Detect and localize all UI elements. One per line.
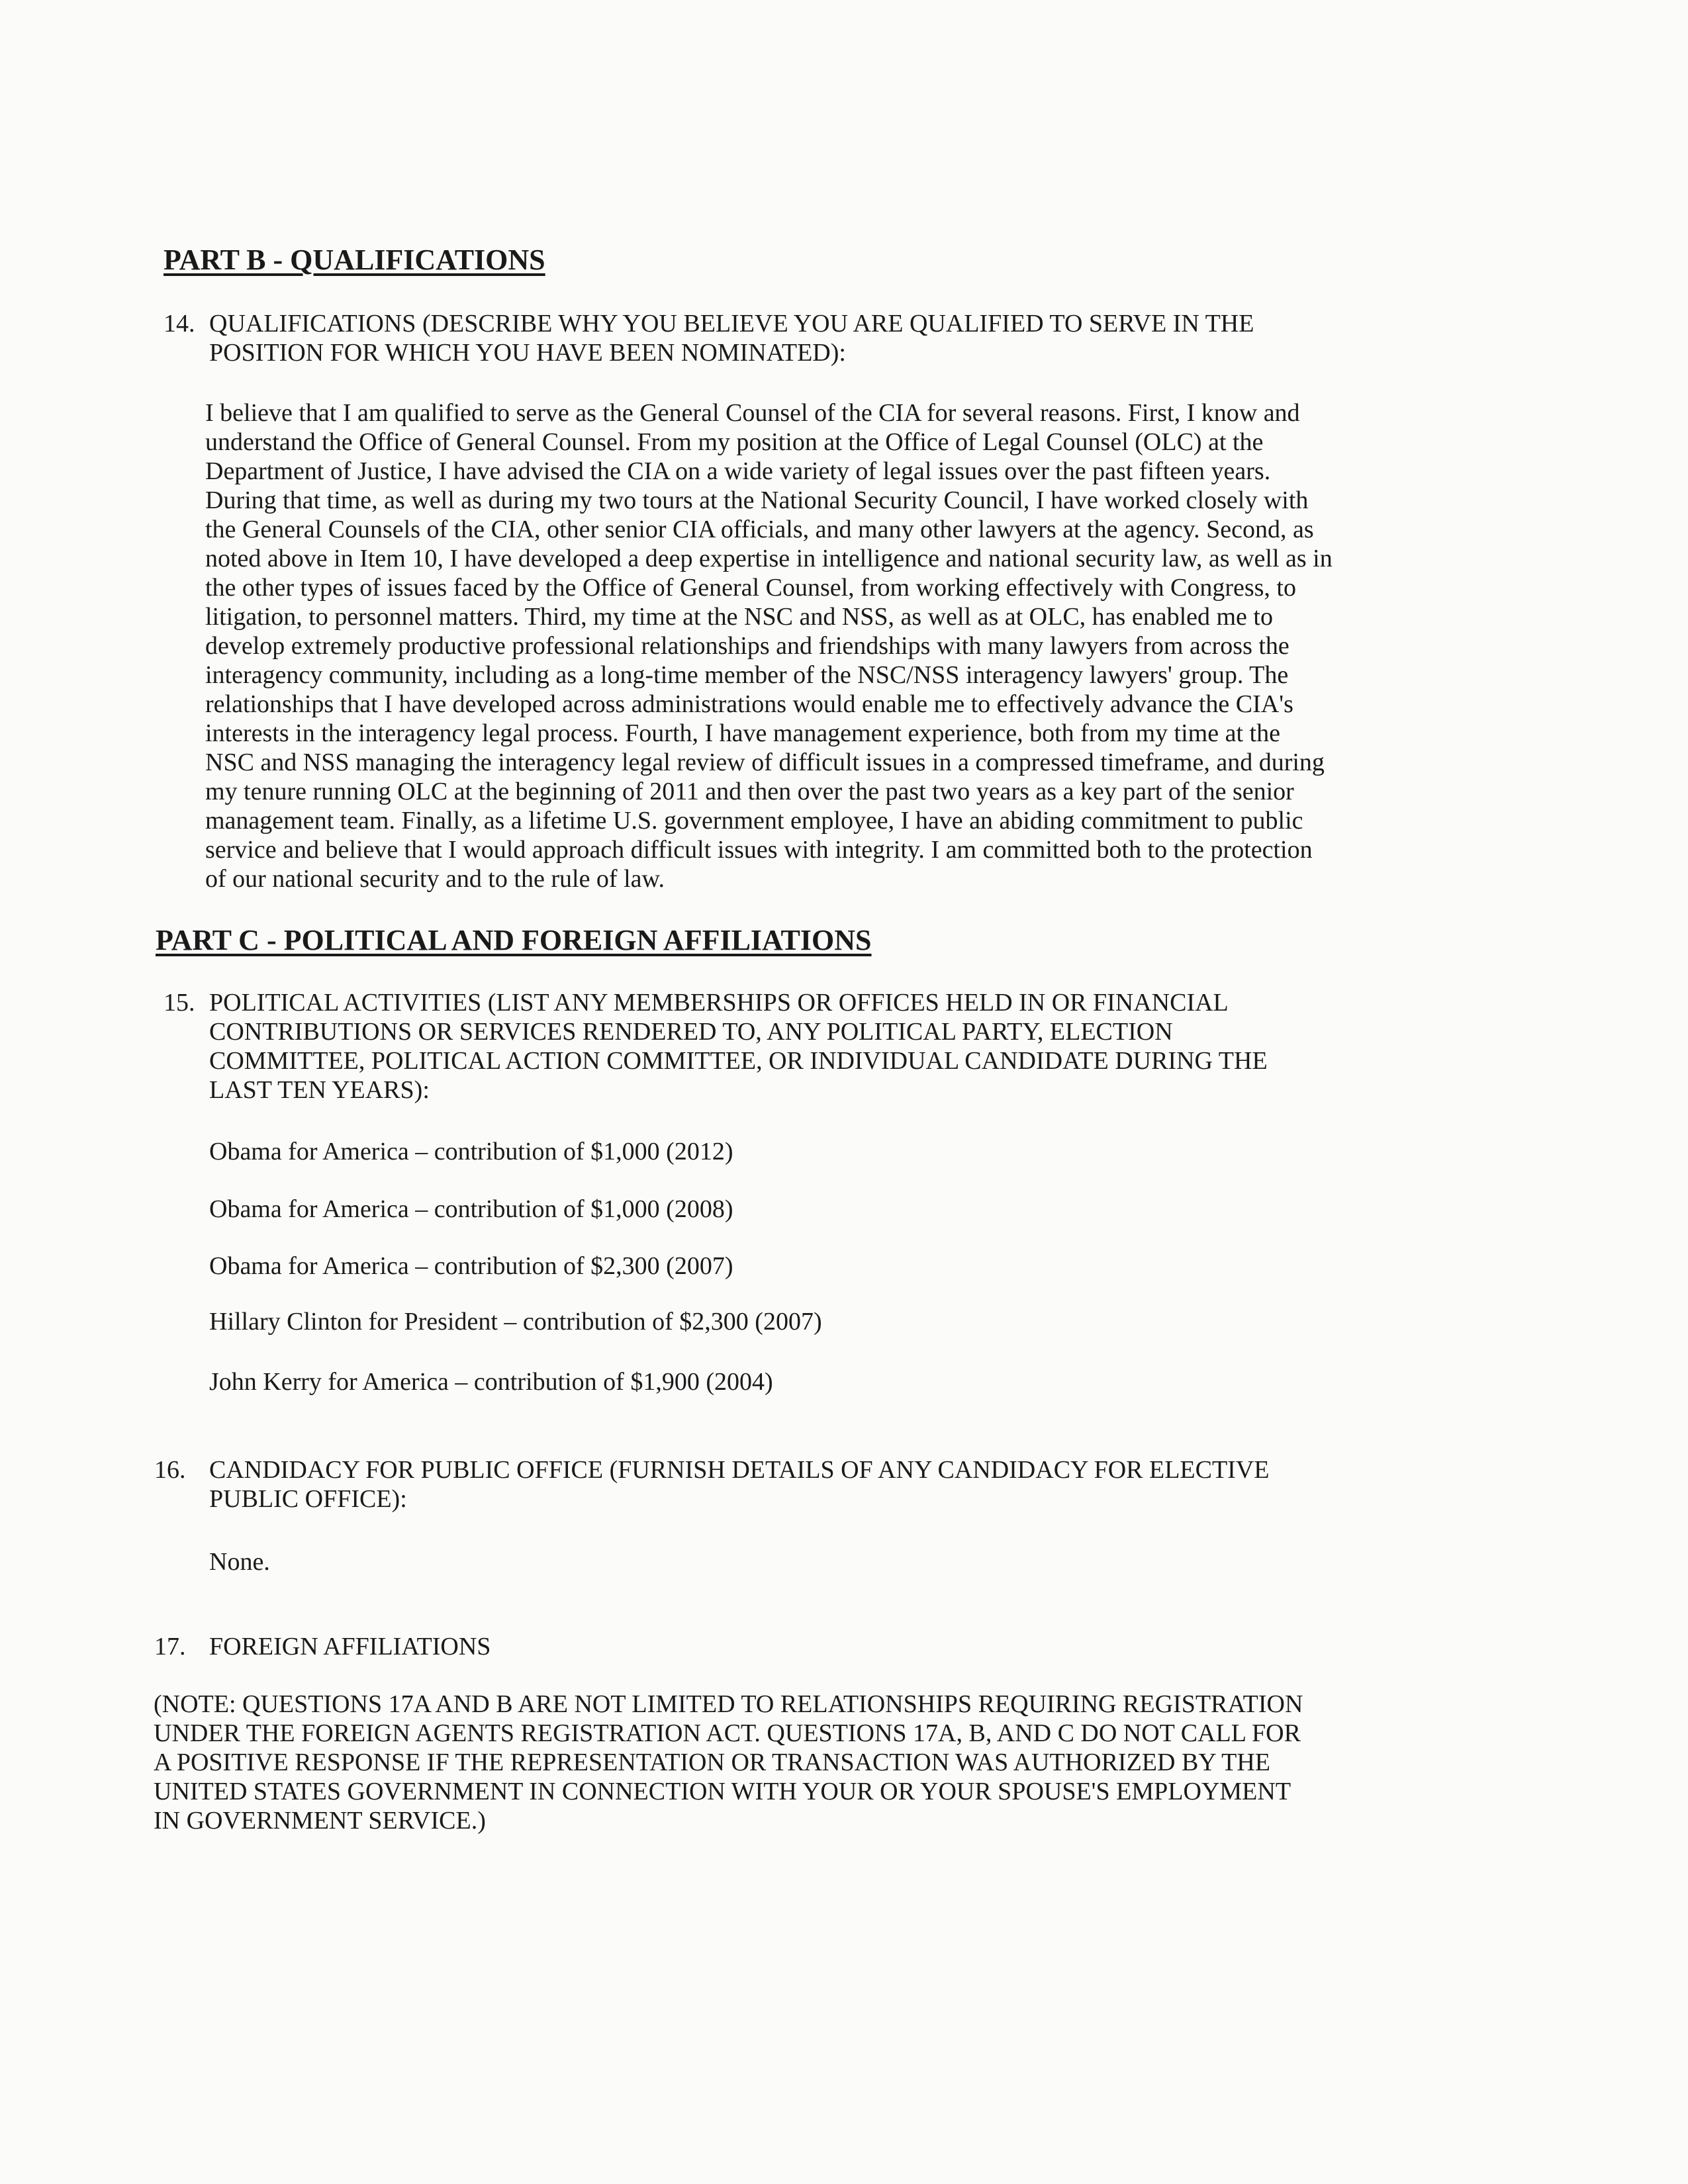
prompt-line: POSITION FOR WHICH YOU HAVE BEEN NOMINATED): xyxy=(209,339,846,367)
answer-line: During that time, as well as during my two tours at the National Security Council, I have worked closely with xyxy=(205,486,1309,514)
prompt-line: CANDIDACY FOR PUBLIC OFFICE (FURNISH DETAILS OF ANY CANDIDACY FOR ELECTIVE xyxy=(209,1456,1270,1484)
question-17-number: 17. xyxy=(154,1633,186,1661)
answer-line: litigation, to personnel matters. Third, my time at the NSC and NSS, as well as at OLC, has enabled me to xyxy=(205,603,1273,631)
note-line: (NOTE: QUESTIONS 17A AND B ARE NOT LIMITED TO RELATIONSHIPS REQUIRING REGISTRATION xyxy=(154,1690,1303,1718)
answer-line: the other types of issues faced by the Office of General Counsel, from working effectively with Congress, to xyxy=(205,574,1296,602)
question-14-answer xyxy=(205,398,1333,893)
question-17-note xyxy=(154,1690,1303,1835)
answer-line: Department of Justice, I have advised the CIA on a wide variety of legal issues over the past fifteen years. xyxy=(205,457,1271,485)
answer-line: my tenure running OLC at the beginning of 2011 and then over the past two years as a key part of the senior xyxy=(205,778,1294,805)
answer-line: interagency community, including as a long-time member of the NSC/NSS interagency lawyers' group. The xyxy=(205,661,1289,689)
question-16-answer: None. xyxy=(209,1548,270,1576)
prompt-line: LAST TEN YEARS): xyxy=(209,1076,430,1104)
question-16-number: 16. xyxy=(154,1456,186,1484)
note-line: UNDER THE FOREIGN AGENTS REGISTRATION ACT. QUESTIONS 17A, B, AND C DO NOT CALL FOR xyxy=(154,1719,1301,1747)
part-c-heading: PART C - POLITICAL AND FOREIGN AFFILIATIONS xyxy=(156,924,872,956)
question-14-number: 14. xyxy=(164,310,195,338)
question-15-number: 15. xyxy=(164,989,195,1017)
answer-line: interests in the interagency legal process. Fourth, I have management experience, both from my time at the xyxy=(205,719,1280,747)
answer-line: management team. Finally, as a lifetime U.S. government employee, I have an abiding commitment to public xyxy=(205,807,1303,835)
question-17-title: FOREIGN AFFILIATIONS xyxy=(209,1633,491,1661)
answer-line: relationships that I have developed across administrations would enable me to effectively advance the CIA's xyxy=(205,690,1293,718)
note-line: A POSITIVE RESPONSE IF THE REPRESENTATION OR TRANSACTION WAS AUTHORIZED BY THE xyxy=(154,1749,1271,1776)
contribution-item: Obama for America – contribution of $2,300 (2007) xyxy=(209,1252,733,1280)
contribution-item: Obama for America – contribution of $1,000 (2012) xyxy=(209,1138,733,1165)
contribution-item: Obama for America – contribution of $1,000 (2008) xyxy=(209,1195,733,1223)
answer-line: noted above in Item 10, I have developed a deep expertise in intelligence and national security law, as well as in xyxy=(205,545,1333,572)
answer-line: develop extremely productive professional relationships and friendships with many lawyers from across the xyxy=(205,632,1289,660)
answer-line: NSC and NSS managing the interagency legal review of difficult issues in a compressed timeframe, and during xyxy=(205,749,1325,776)
question-14-prompt xyxy=(209,309,1254,367)
prompt-line: COMMITTEE, POLITICAL ACTION COMMITTEE, OR INDIVIDUAL CANDIDATE DURING THE xyxy=(209,1047,1268,1075)
question-16-prompt xyxy=(209,1455,1270,1514)
contribution-item: Hillary Clinton for President – contribution of $2,300 (2007) xyxy=(209,1308,822,1336)
part-b-heading: PART B - QUALIFICATIONS xyxy=(164,244,545,276)
prompt-line: CONTRIBUTIONS OR SERVICES RENDERED TO, ANY POLITICAL PARTY, ELECTION xyxy=(209,1018,1173,1046)
contribution-item: John Kerry for America – contribution of $1,900 (2004) xyxy=(209,1368,773,1396)
note-line: IN GOVERNMENT SERVICE.) xyxy=(154,1807,486,1835)
answer-line: I believe that I am qualified to serve as the General Counsel of the CIA for several reasons. First, I know and xyxy=(205,399,1300,427)
answer-line: understand the Office of General Counsel. From my position at the Office of Legal Counsel (OLC) at the xyxy=(205,428,1264,456)
answer-line: of our national security and to the rule of law. xyxy=(205,865,665,893)
prompt-line: POLITICAL ACTIVITIES (LIST ANY MEMBERSHIPS OR OFFICES HELD IN OR FINANCIAL xyxy=(209,989,1229,1017)
question-15-prompt xyxy=(209,988,1268,1105)
prompt-line: QUALIFICATIONS (DESCRIBE WHY YOU BELIEVE YOU ARE QUALIFIED TO SERVE IN THE xyxy=(209,310,1254,338)
prompt-line: PUBLIC OFFICE): xyxy=(209,1485,407,1513)
note-line: UNITED STATES GOVERNMENT IN CONNECTION WITH YOUR OR YOUR SPOUSE'S EMPLOYMENT xyxy=(154,1778,1291,1805)
answer-line: service and believe that I would approach difficult issues with integrity. I am committed both to the protection xyxy=(205,836,1313,864)
answer-line: the General Counsels of the CIA, other senior CIA officials, and many other lawyers at the agency. Second, as xyxy=(205,516,1314,543)
